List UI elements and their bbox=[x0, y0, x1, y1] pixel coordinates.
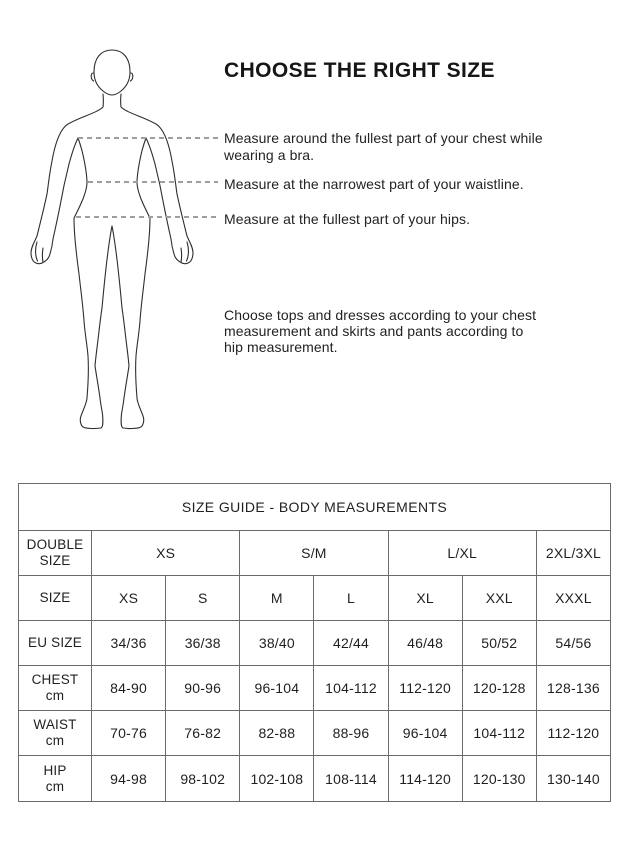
table-cell: 120-128 bbox=[462, 666, 536, 711]
chest-row bbox=[19, 666, 611, 711]
table-cell: 114-120 bbox=[388, 756, 462, 802]
table-cell: 96-104 bbox=[240, 666, 314, 711]
table-cell: L/XL bbox=[388, 531, 536, 576]
table-cell: 104-112 bbox=[314, 666, 388, 711]
table-cell: 82-88 bbox=[240, 711, 314, 756]
table-cell: 2XL/3XL bbox=[536, 531, 610, 576]
table-cell: 94-98 bbox=[92, 756, 166, 802]
table-cell: 54/56 bbox=[536, 621, 610, 666]
table-cell: S/M bbox=[240, 531, 388, 576]
row-unit-line: cm bbox=[45, 778, 65, 794]
sizing-advice-note: Choose tops and dresses according to your chest measurement and skirts and pants according to hip measurement. bbox=[224, 307, 537, 355]
row-label-waist bbox=[19, 711, 92, 756]
row-label-eu-size: EU SIZE bbox=[19, 621, 92, 666]
row-label-line: HIP bbox=[43, 762, 67, 778]
table-cell: 34/36 bbox=[92, 621, 166, 666]
chest-measure-dashed-line bbox=[78, 137, 218, 139]
table-cell: 76-82 bbox=[166, 711, 240, 756]
hips-measure-dashed-line bbox=[76, 216, 218, 218]
size-guide-table bbox=[18, 483, 611, 802]
page-title: CHOOSE THE RIGHT SIZE bbox=[224, 59, 495, 82]
eu-size-row bbox=[19, 621, 611, 666]
row-label-line: WAIST bbox=[33, 717, 77, 732]
instruction-hips: Measure at the fullest part of your hips. bbox=[224, 211, 471, 227]
table-cell: 50/52 bbox=[462, 621, 536, 666]
table-cell: 102-108 bbox=[240, 756, 314, 802]
table-cell: XS bbox=[92, 576, 166, 621]
instruction-chest: Measure around the fullest part of your chest while wearing a bra. bbox=[224, 130, 543, 163]
table-cell: 42/44 bbox=[314, 621, 388, 666]
table-cell: 112-120 bbox=[388, 666, 462, 711]
table-cell: XL bbox=[388, 576, 462, 621]
table-cell: 88-96 bbox=[314, 711, 388, 756]
instruction-waist: Measure at the narrowest part of your waistline. bbox=[224, 176, 524, 192]
row-label-line: SIZE bbox=[39, 553, 71, 568]
hip-row bbox=[19, 756, 611, 802]
table-title: SIZE GUIDE - BODY MEASUREMENTS bbox=[19, 484, 611, 531]
row-unit-line: cm bbox=[45, 733, 65, 748]
waist-measure-dashed-line bbox=[88, 181, 218, 183]
table-cell: 112-120 bbox=[536, 711, 610, 756]
row-unit-line: cm bbox=[45, 688, 65, 703]
table-cell: S bbox=[166, 576, 240, 621]
table-cell: 108-114 bbox=[314, 756, 388, 802]
table-cell: 98-102 bbox=[166, 756, 240, 802]
table-cell: XXL bbox=[462, 576, 536, 621]
row-label-line: CHEST bbox=[31, 672, 79, 687]
row-label-chest bbox=[19, 666, 92, 711]
female-body-outline-illustration bbox=[0, 36, 220, 436]
table-cell: 90-96 bbox=[166, 666, 240, 711]
double-size-row bbox=[19, 531, 611, 576]
table-cell: 38/40 bbox=[240, 621, 314, 666]
table-cell: 130-140 bbox=[536, 756, 610, 802]
waist-row bbox=[19, 711, 611, 756]
table-cell: 70-76 bbox=[92, 711, 166, 756]
row-label-size: SIZE bbox=[19, 576, 92, 621]
table-cell: 36/38 bbox=[166, 621, 240, 666]
table-cell: 96-104 bbox=[388, 711, 462, 756]
table-cell: 46/48 bbox=[388, 621, 462, 666]
table-cell: 84-90 bbox=[92, 666, 166, 711]
table-cell: 104-112 bbox=[462, 711, 536, 756]
table-cell: XXXL bbox=[536, 576, 610, 621]
table-cell: L bbox=[314, 576, 388, 621]
table-cell: XS bbox=[92, 531, 240, 576]
row-label-line: DOUBLE bbox=[26, 537, 84, 552]
table-title-row bbox=[19, 484, 611, 531]
size-row bbox=[19, 576, 611, 621]
table-cell: M bbox=[240, 576, 314, 621]
row-label-hip bbox=[19, 756, 92, 802]
table-cell: 120-130 bbox=[462, 756, 536, 802]
row-label-double-size bbox=[19, 531, 92, 576]
table-cell: 128-136 bbox=[536, 666, 610, 711]
